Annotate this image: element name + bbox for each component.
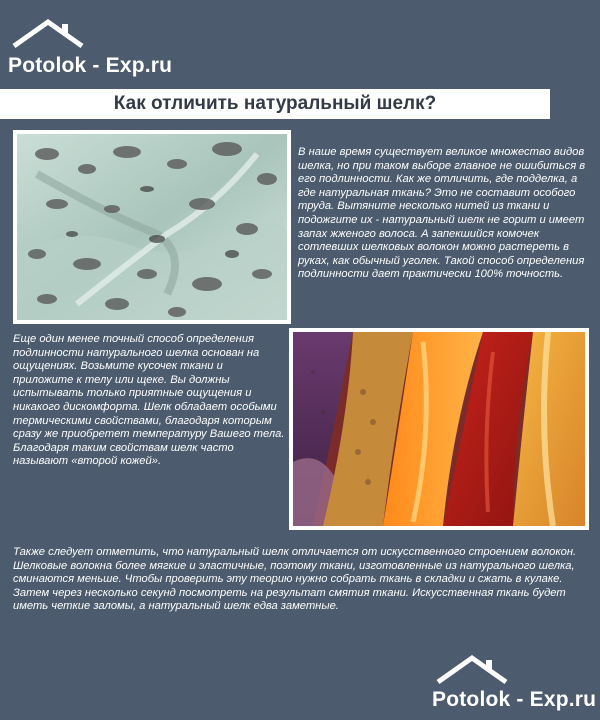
silk-leopard-image (17, 134, 287, 320)
house-logo-icon (432, 654, 512, 686)
paragraph-wrinkle-test: Также следует отметить, что натуральный шелк отличается от искусственного строением волокон. Шелковые волокна более мягкие и эластичные, поэтому ткани, изготовленные из натурального шелка, сминаются меньше. Чтобы проверить эту теорию нужно собрать ткань в складки и сжать в кулаке. Затем через несколько секунд посмотреть на результат смятия ткани. Искусственная ткань будет иметь четкие заломы, а натуральный шелк едва заметные. (13, 546, 577, 613)
silk-colorful-image (293, 332, 585, 526)
logo-text: Potolok - Exp.ru (432, 688, 597, 711)
paragraph-touch-test: Еще один менее точный способ определения подлинности натурального шелка основан на ощущениях. Возьмите кусочек ткани и приложите к телу или щеке. Вы должны испытывать только приятные ощущения и никакого дискомфорта. Шелк обладает особыми термическими свойствами, благодаря которым сразу же приобретет температуру Вашего тела. Благодаря таким свойствам шелк часто называют «второй кожей». (13, 333, 285, 468)
silk-photo-colorful (289, 328, 589, 530)
page-title: Как отличить натуральный шелк? (0, 89, 550, 119)
house-logo-icon (8, 18, 88, 50)
logo-text: Potolok - Exp.ru (8, 54, 173, 77)
site-logo-bottom[interactable] (432, 654, 597, 711)
silk-photo-leopard (13, 130, 291, 324)
paragraph-burn-test: В наше время существует великое множество видов шелка, но при таком выборе главное не ошибиться в его подлинности. Как же отличить, где подделка, а где натуральная ткань? Это не составит особого труда. Вытяните несколько нитей из ткани и подожгите их - натуральный шелк не горит и имеет запах жженого волоса. А запекшийся комочек сотлевших шелковых волокон можно растереть в руках, как обычный уголек. Такой способ определения подлинности дает практически 100% точность. (298, 146, 586, 281)
site-logo-top[interactable] (8, 18, 173, 77)
